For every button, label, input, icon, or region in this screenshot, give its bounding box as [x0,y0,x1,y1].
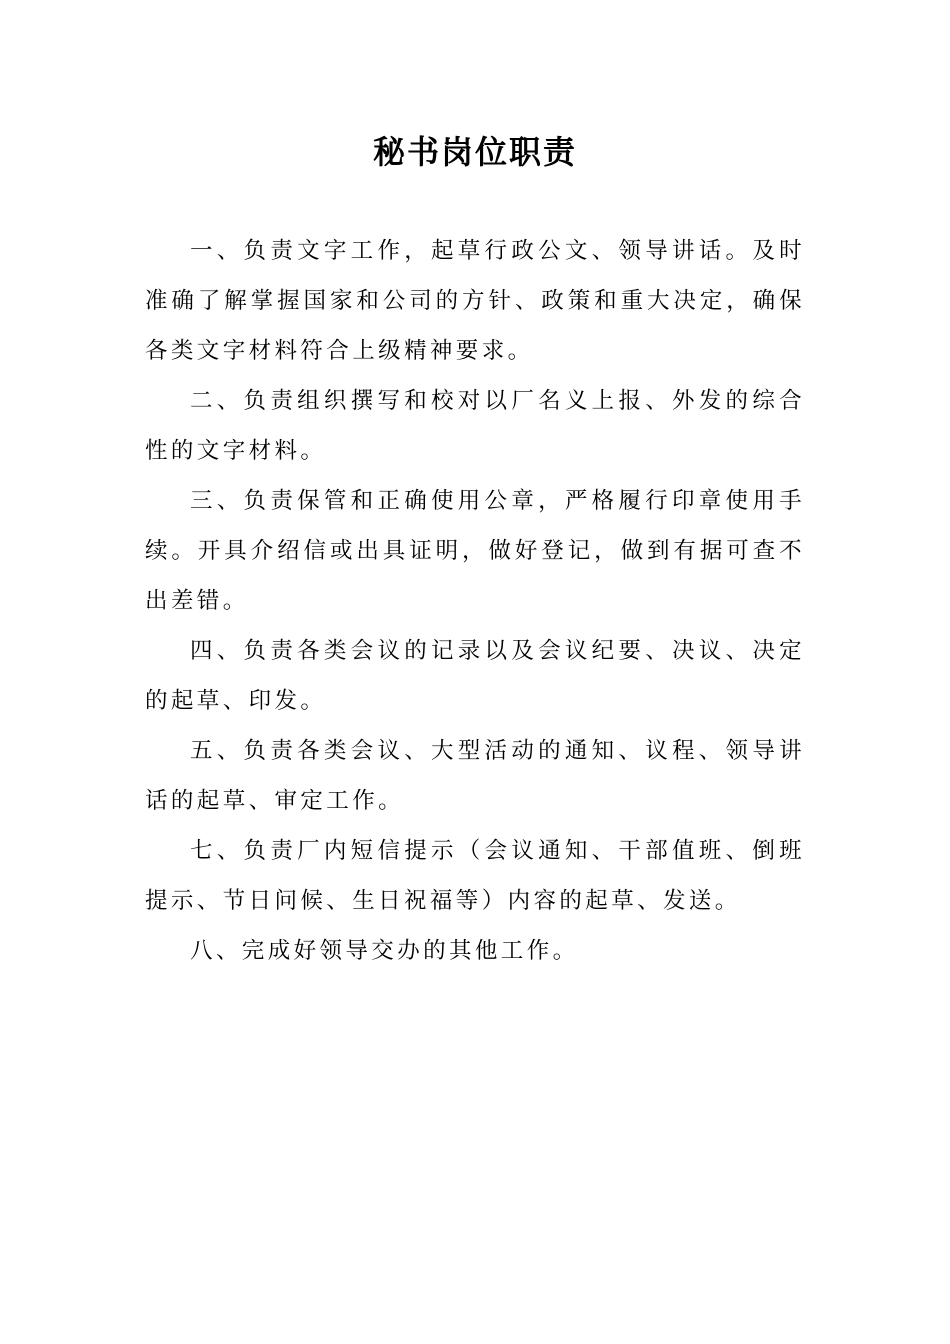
paragraph-2: 二、负责组织撰写和校对以厂名义上报、外发的综合性的文字材料。 [145,388,805,464]
paragraph-5: 五、负责各类会议、大型活动的通知、议程、领导讲话的起草、审定工作。 [145,738,805,814]
paragraph-6: 七、负责厂内短信提示（会议通知、干部值班、倒班提示、节日问候、生日祝福等）内容的起草、发送。 [145,838,805,914]
paragraph-4: 四、负责各类会议的记录以及会议纪要、决议、决定的起草、印发。 [145,638,805,714]
paragraph-1: 一、负责文字工作，起草行政公文、领导讲话。及时准确了解掌握国家和公司的方针、政策和重大决定，确保各类文字材料符合上级精神要求。 [145,238,805,364]
document-body [145,226,805,976]
paragraph-3: 三、负责保管和正确使用公章，严格履行印章使用手续。开具介绍信或出具证明，做好登记，做到有据可查不出差错。 [145,488,805,614]
paragraph-7: 八、完成好领导交办的其他工作。 [190,938,579,964]
document-title: 秘书岗位职责 [372,133,577,171]
